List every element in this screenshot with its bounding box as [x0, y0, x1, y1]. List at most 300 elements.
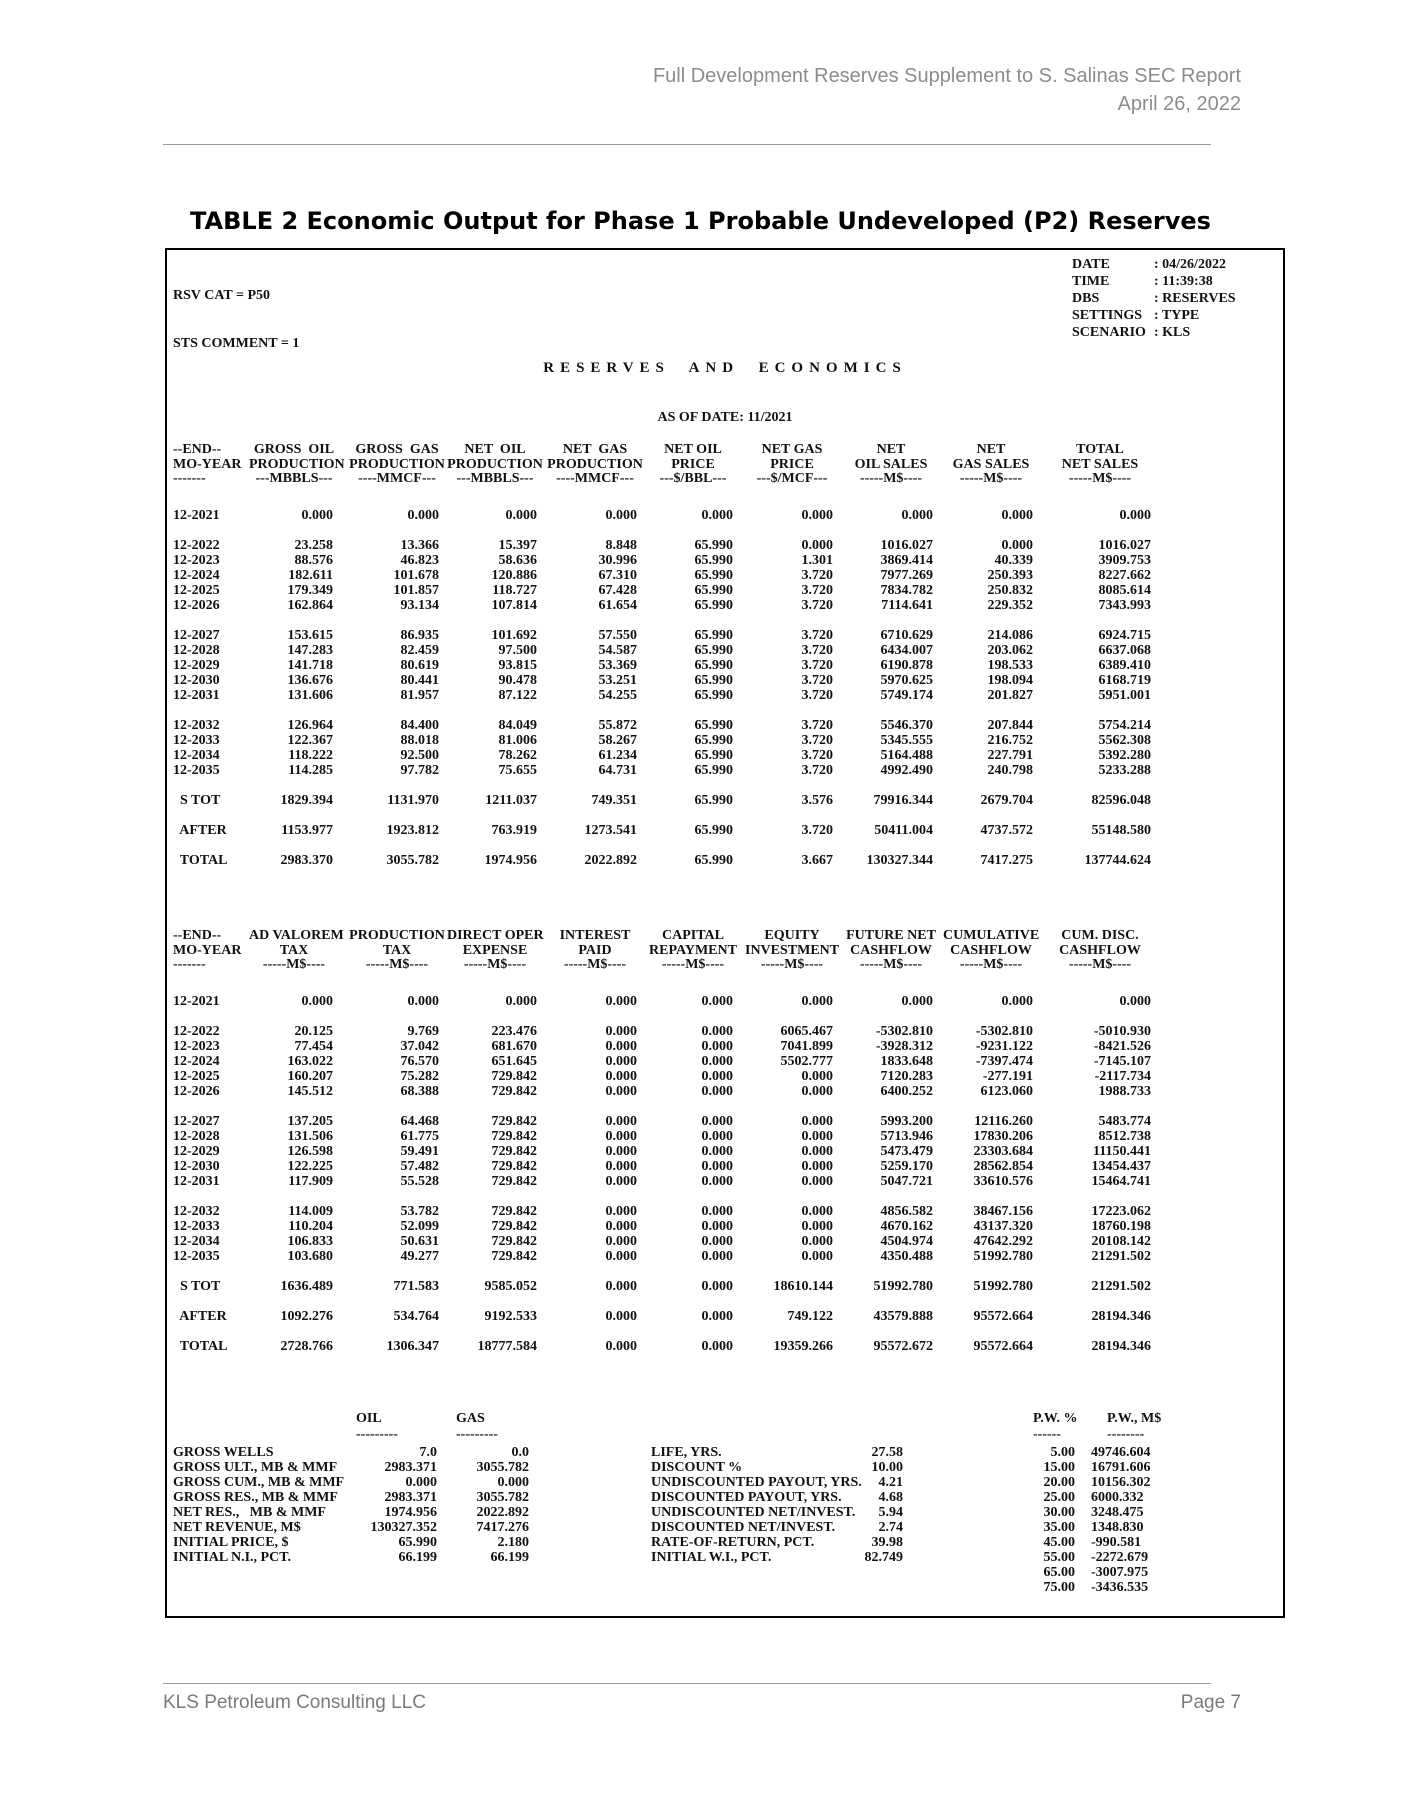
row-value: 3.720: [801, 747, 833, 763]
row-value: 0.000: [801, 1143, 833, 1159]
row-value: 50.631: [400, 1233, 439, 1249]
table-row: [173, 1248, 1273, 1265]
row-value: 6168.719: [1098, 672, 1151, 688]
row-value: 2022.892: [584, 852, 637, 868]
row-value: 1829.394: [280, 792, 333, 808]
column-header: ---$/MCF---: [756, 471, 828, 486]
row-value: 8512.738: [1098, 1128, 1151, 1144]
row-value: 729.842: [491, 1173, 537, 1189]
report-meta: [1072, 256, 1236, 341]
row-value: 3.720: [801, 762, 833, 778]
row-value: 0.000: [701, 507, 733, 523]
summary-label: GROSS ULT., MB & MMF: [173, 1460, 338, 1475]
row-value: -5302.810: [875, 1023, 933, 1039]
row-value: 1.301: [801, 552, 833, 568]
row-value: 749.122: [787, 1308, 833, 1324]
row-value: 3.720: [801, 567, 833, 583]
row-value: 0.000: [701, 1128, 733, 1144]
row-value: 101.857: [393, 582, 439, 598]
row-value: 20108.142: [1091, 1233, 1151, 1249]
pw-value: 10156.302: [1091, 1475, 1151, 1490]
row-value: 207.844: [987, 717, 1033, 733]
row-value: 0.000: [901, 993, 933, 1009]
row-value: 0.000: [301, 507, 333, 523]
meta-key: SETTINGS: [1072, 308, 1143, 323]
row-value: 55.528: [400, 1173, 439, 1189]
row-value: 0.000: [701, 1248, 733, 1264]
column-header: CUMULATIVE: [943, 928, 1040, 943]
column-header: -----M$----: [1068, 957, 1132, 972]
meta-key: DBS: [1072, 291, 1100, 306]
row-value: 90.478: [498, 672, 537, 688]
pw-value-header: P.W., M$: [1107, 1411, 1162, 1426]
row-value: 0.000: [605, 1278, 637, 1294]
column-header: -----M$----: [661, 957, 725, 972]
row-value: 61.234: [598, 747, 637, 763]
row-value: 47642.292: [973, 1233, 1033, 1249]
summary-gas-value: 2.180: [497, 1535, 529, 1550]
row-value: 223.476: [491, 1023, 537, 1039]
column-header: -----M$----: [1068, 471, 1132, 486]
pw-percent: 30.00: [1043, 1505, 1075, 1520]
column-header: GROSS GAS: [355, 442, 439, 457]
row-value: 3.720: [801, 582, 833, 598]
row-value: 0.000: [605, 1338, 637, 1354]
row-value: 95572.664: [973, 1338, 1033, 1354]
column-header: ---MBBLS---: [255, 471, 333, 486]
column-header: AD VALOREM: [249, 928, 344, 943]
row-value: 0.000: [701, 993, 733, 1009]
row-value: 65.990: [694, 762, 733, 778]
pw-value: 6000.332: [1091, 1490, 1144, 1505]
row-value: 81.006: [498, 732, 537, 748]
column-header: NET: [976, 442, 1006, 457]
column-header: -----M$----: [859, 471, 923, 486]
row-value: 7343.993: [1098, 597, 1151, 613]
row-value: 729.842: [491, 1248, 537, 1264]
economic-value: 10.00: [871, 1460, 903, 1475]
row-period: 12-2028: [173, 642, 220, 658]
summary-label: NET RES., MB & MMF: [173, 1505, 326, 1520]
summary-oil-value: 66.199: [398, 1550, 437, 1565]
column-header: -----M$----: [859, 957, 923, 972]
row-value: 54.255: [598, 687, 637, 703]
row-value: 729.842: [491, 1128, 537, 1144]
row-value: 729.842: [491, 1218, 537, 1234]
row-value: 82.459: [400, 642, 439, 658]
row-value: 0.000: [605, 1113, 637, 1129]
row-value: 771.583: [393, 1278, 439, 1294]
row-value: 0.000: [1001, 507, 1033, 523]
column-header: CAPITAL: [662, 928, 724, 943]
economics-report: [165, 248, 1285, 1618]
row-period: 12-2035: [173, 762, 220, 778]
row-value: 203.062: [987, 642, 1033, 658]
row-value: 58.267: [598, 732, 637, 748]
table-header-row: [173, 956, 1273, 973]
row-value: 131.606: [287, 687, 333, 703]
row-value: 0.000: [701, 1053, 733, 1069]
economic-value: 39.98: [871, 1535, 903, 1550]
row-period: 12-2023: [173, 1038, 220, 1054]
pw-value: 3248.475: [1091, 1505, 1144, 1520]
column-header: TOTAL: [1076, 442, 1124, 457]
row-value: 0.000: [801, 1128, 833, 1144]
row-value: -7145.107: [1093, 1053, 1151, 1069]
row-value: 64.731: [598, 762, 637, 778]
row-value: 114.285: [288, 762, 333, 778]
row-value: 30.996: [598, 552, 637, 568]
column-header: -----M$----: [563, 957, 627, 972]
row-value: 6710.629: [880, 627, 933, 643]
column-header: INVESTMENT: [745, 942, 840, 958]
row-value: 13454.437: [1091, 1158, 1151, 1174]
row-period: 12-2031: [173, 687, 220, 703]
row-value: 5754.214: [1098, 717, 1151, 733]
pw-percent: 75.00: [1043, 1580, 1075, 1595]
row-period: 12-2025: [173, 582, 220, 598]
row-value: 77.454: [294, 1038, 333, 1054]
row-value: 6389.410: [1098, 657, 1151, 673]
row-value: -3928.312: [875, 1038, 933, 1054]
row-value: 0.000: [701, 1158, 733, 1174]
row-value: 1092.276: [280, 1308, 333, 1324]
row-value: 17830.206: [973, 1128, 1033, 1144]
row-period: 12-2032: [173, 1203, 220, 1219]
column-header: DIRECT OPER: [447, 928, 544, 943]
pw-percent: 20.00: [1043, 1475, 1075, 1490]
row-value: 67.310: [598, 567, 637, 583]
row-value: 51992.780: [973, 1278, 1033, 1294]
row-value: 53.782: [400, 1203, 439, 1219]
row-value: 3.720: [801, 657, 833, 673]
row-value: 1306.347: [386, 1338, 439, 1354]
header-report-title: Full Development Reserves Supplement to S. Salinas SEC Report: [652, 65, 1241, 87]
row-value: 534.764: [393, 1308, 439, 1324]
row-value: 51992.780: [973, 1248, 1033, 1264]
table-row: [173, 597, 1273, 614]
row-period: 12-2029: [173, 657, 220, 673]
row-value: 67.428: [598, 582, 637, 598]
row-value: 0.000: [801, 1113, 833, 1129]
row-value: 0.000: [801, 537, 833, 553]
row-value: 107.814: [491, 597, 537, 613]
row-value: 5993.200: [880, 1113, 933, 1129]
row-value: 57.482: [400, 1158, 439, 1174]
row-value: 114.009: [288, 1203, 333, 1219]
column-header: ----MMCF---: [358, 471, 436, 486]
row-value: -277.191: [982, 1068, 1033, 1084]
economic-value: 4.68: [878, 1490, 903, 1505]
row-period: S TOT: [173, 792, 221, 808]
row-value: 59.491: [400, 1143, 439, 1159]
column-header: ----MMCF---: [556, 471, 634, 486]
pw-value-dash: --------: [1107, 1427, 1145, 1442]
row-value: 9192.533: [484, 1308, 537, 1324]
row-period: 12-2033: [173, 1218, 220, 1234]
row-value: 0.000: [605, 993, 637, 1009]
row-value: 54.587: [598, 642, 637, 658]
table-row: [173, 1338, 1273, 1355]
row-value: 160.207: [287, 1068, 333, 1084]
row-value: 0.000: [701, 1308, 733, 1324]
row-value: 0.000: [701, 1113, 733, 1129]
row-value: 7977.269: [880, 567, 933, 583]
row-value: 0.000: [605, 507, 637, 523]
column-header: FUTURE NET: [846, 928, 936, 943]
row-period: 12-2026: [173, 597, 220, 613]
row-value: 3.720: [801, 627, 833, 643]
row-value: 198.533: [987, 657, 1033, 673]
column-header: --END--: [173, 928, 222, 943]
row-value: 0.000: [605, 1038, 637, 1054]
row-value: 53.369: [598, 657, 637, 673]
row-value: 65.990: [694, 657, 733, 673]
pw-percent: 15.00: [1043, 1460, 1075, 1475]
row-value: 0.000: [1001, 993, 1033, 1009]
sts-comment: STS COMMENT = 1: [173, 336, 300, 351]
pw-value: -3436.535: [1091, 1580, 1149, 1595]
pw-percent: 55.00: [1043, 1550, 1075, 1565]
row-value: 65.990: [694, 687, 733, 703]
row-value: 5392.280: [1098, 747, 1151, 763]
row-value: 37.042: [400, 1038, 439, 1054]
column-header: MO-YEAR: [173, 942, 242, 958]
row-value: 130327.344: [866, 852, 933, 868]
pw-value: -3007.975: [1091, 1565, 1149, 1580]
row-period: 12-2025: [173, 1068, 220, 1084]
report-banner: RESERVES AND ECONOMICS: [543, 360, 907, 376]
oil-dash: ---------: [356, 1427, 398, 1442]
row-value: 80.441: [400, 672, 439, 688]
row-value: 7114.641: [881, 597, 933, 613]
row-value: 153.615: [287, 627, 333, 643]
row-value: 84.049: [498, 717, 537, 733]
meta-row: [1072, 273, 1236, 290]
row-value: 84.400: [400, 717, 439, 733]
row-value: -5010.930: [1093, 1023, 1151, 1039]
row-value: 0.000: [605, 1248, 637, 1264]
row-value: 6123.060: [980, 1083, 1033, 1099]
row-value: 86.935: [400, 627, 439, 643]
row-value: 3.720: [801, 642, 833, 658]
row-value: 2728.766: [280, 1338, 333, 1354]
row-value: -8421.526: [1093, 1038, 1151, 1054]
row-value: 55.872: [598, 717, 637, 733]
row-value: 15464.741: [1091, 1173, 1151, 1189]
column-header: NET GAS: [761, 442, 823, 457]
row-value: 3055.782: [386, 852, 439, 868]
row-value: 23.258: [294, 537, 333, 553]
column-header: ---$/BBL---: [659, 471, 727, 486]
row-value: 1974.956: [484, 852, 537, 868]
column-header: REPAYMENT: [649, 942, 737, 958]
row-value: 40.339: [994, 552, 1033, 568]
column-header: TAX: [279, 942, 309, 958]
row-period: 12-2021: [173, 993, 220, 1009]
footer-company: KLS Petroleum Consulting LLC: [163, 1692, 426, 1713]
row-value: 92.500: [400, 747, 439, 763]
meta-value: : KLS: [1154, 325, 1191, 340]
row-value: 55148.580: [1091, 822, 1151, 838]
row-value: 1211.037: [485, 792, 537, 808]
row-value: -5302.810: [975, 1023, 1033, 1039]
row-value: 0.000: [801, 1218, 833, 1234]
row-value: 18760.198: [1091, 1218, 1151, 1234]
row-value: 1153.977: [281, 822, 333, 838]
row-value: 12116.260: [974, 1113, 1033, 1129]
row-value: 101.678: [393, 567, 439, 583]
row-value: 11150.441: [1093, 1143, 1151, 1159]
row-value: 118.727: [492, 582, 537, 598]
summary-gas-value: 66.199: [490, 1550, 529, 1565]
row-value: 0.000: [901, 507, 933, 523]
row-value: 131.506: [287, 1128, 333, 1144]
row-value: 93.134: [400, 597, 439, 613]
row-value: 0.000: [605, 1203, 637, 1219]
table-row: [173, 762, 1273, 779]
meta-key: SCENARIO: [1072, 325, 1146, 340]
column-header: ---MBBLS---: [456, 471, 534, 486]
footer-page-number: Page 7: [1180, 1692, 1241, 1713]
row-value: 0.000: [701, 1233, 733, 1249]
row-value: 28194.346: [1091, 1338, 1151, 1354]
rsv-cat: RSV CAT = P50: [173, 288, 271, 303]
row-value: 3869.414: [880, 552, 933, 568]
summary-gas-value: 7417.276: [476, 1520, 529, 1535]
row-value: 122.367: [287, 732, 333, 748]
row-value: 5562.308: [1098, 732, 1151, 748]
row-value: 110.204: [288, 1218, 333, 1234]
column-header: -----M$----: [365, 957, 429, 972]
row-value: 80.619: [400, 657, 439, 673]
row-value: 28562.854: [973, 1158, 1033, 1174]
row-value: 3.720: [801, 732, 833, 748]
row-value: 729.842: [491, 1083, 537, 1099]
row-value: 0.000: [505, 993, 537, 1009]
row-value: 729.842: [491, 1113, 537, 1129]
column-header: -----M$----: [760, 957, 824, 972]
row-period: 12-2034: [173, 1233, 220, 1249]
row-value: 46.823: [400, 552, 439, 568]
row-value: 65.990: [694, 852, 733, 868]
table-row: [173, 852, 1273, 869]
row-value: 97.782: [400, 762, 439, 778]
row-value: 5970.625: [880, 672, 933, 688]
row-value: -9231.122: [975, 1038, 1033, 1054]
row-value: 6434.007: [880, 642, 933, 658]
row-value: 43137.320: [973, 1218, 1033, 1234]
row-value: 21291.502: [1091, 1278, 1151, 1294]
table-title: TABLE 2 Economic Output for Phase 1 Probable Undeveloped (P2) Reserves: [190, 207, 1211, 235]
row-period: 12-2034: [173, 747, 220, 763]
table-row: [173, 1308, 1273, 1325]
row-value: 681.670: [491, 1038, 537, 1054]
summary-gas-value: 2022.892: [476, 1505, 529, 1520]
row-value: 78.262: [498, 747, 537, 763]
row-value: 88.576: [294, 552, 333, 568]
row-period: 12-2028: [173, 1128, 220, 1144]
row-value: 137744.624: [1084, 852, 1151, 868]
pw-percent-dash: ------: [1033, 1427, 1061, 1442]
row-period: 12-2022: [173, 537, 220, 553]
row-value: 7120.283: [880, 1068, 933, 1084]
row-value: 65.990: [694, 747, 733, 763]
column-header: GROSS OIL: [253, 442, 335, 457]
economic-label: DISCOUNT %: [651, 1460, 743, 1475]
row-period: 12-2024: [173, 567, 220, 583]
row-value: 51992.780: [873, 1278, 933, 1294]
row-value: 5749.174: [880, 687, 933, 703]
column-header: -----M$----: [959, 957, 1023, 972]
column-header: MO-YEAR: [173, 456, 242, 472]
column-header: NET OIL: [664, 442, 722, 457]
row-value: 5473.479: [880, 1143, 933, 1159]
column-header: NET OIL: [464, 442, 526, 457]
summary-label: GROSS WELLS: [173, 1445, 274, 1460]
row-value: 118.222: [288, 747, 333, 763]
row-period: 12-2026: [173, 1083, 220, 1099]
row-value: 8.848: [605, 537, 637, 553]
column-header: PRODUCTION: [349, 456, 445, 472]
row-value: 18777.584: [477, 1338, 537, 1354]
row-value: 58.636: [498, 552, 537, 568]
row-value: 53.251: [598, 672, 637, 688]
row-value: 61.775: [400, 1128, 439, 1144]
row-value: 729.842: [491, 1158, 537, 1174]
row-value: 5546.370: [880, 717, 933, 733]
row-value: 0.000: [801, 1068, 833, 1084]
row-value: 122.225: [287, 1158, 333, 1174]
summary-label: INITIAL N.I., PCT.: [173, 1550, 291, 1565]
row-value: 8085.614: [1098, 582, 1151, 598]
table-row: [173, 507, 1273, 524]
column-header: PRICE: [770, 456, 814, 472]
row-value: 97.500: [498, 642, 537, 658]
column-header: PRODUCTION: [547, 456, 643, 472]
row-period: 12-2035: [173, 1248, 220, 1264]
row-value: 729.842: [491, 1143, 537, 1159]
row-value: 0.000: [801, 1248, 833, 1264]
row-value: 137.205: [287, 1113, 333, 1129]
row-period: 12-2023: [173, 552, 220, 568]
column-header: EQUITY: [764, 928, 820, 943]
row-value: 0.000: [701, 1173, 733, 1189]
row-value: 250.832: [987, 582, 1033, 598]
row-value: 5164.488: [880, 747, 933, 763]
row-value: 75.282: [400, 1068, 439, 1084]
row-value: 0.000: [701, 1278, 733, 1294]
row-value: 0.000: [801, 1203, 833, 1219]
row-value: -2117.734: [1094, 1068, 1151, 1084]
row-value: 141.718: [287, 657, 333, 673]
meta-row: [1072, 324, 1236, 341]
row-value: 147.283: [287, 642, 333, 658]
row-value: 0.000: [605, 1143, 637, 1159]
row-value: 3.576: [801, 792, 833, 808]
row-value: 5345.555: [880, 732, 933, 748]
row-value: 5259.170: [880, 1158, 933, 1174]
row-period: S TOT: [173, 1278, 221, 1294]
row-value: -7397.474: [975, 1053, 1033, 1069]
row-value: 136.676: [287, 672, 333, 688]
column-header: -----M$----: [463, 957, 527, 972]
row-value: 0.000: [801, 993, 833, 1009]
summary-label: NET REVENUE, M$: [173, 1520, 301, 1535]
column-header: CUM. DISC.: [1061, 928, 1139, 943]
row-value: 5951.001: [1098, 687, 1151, 703]
row-value: 0.000: [605, 1233, 637, 1249]
